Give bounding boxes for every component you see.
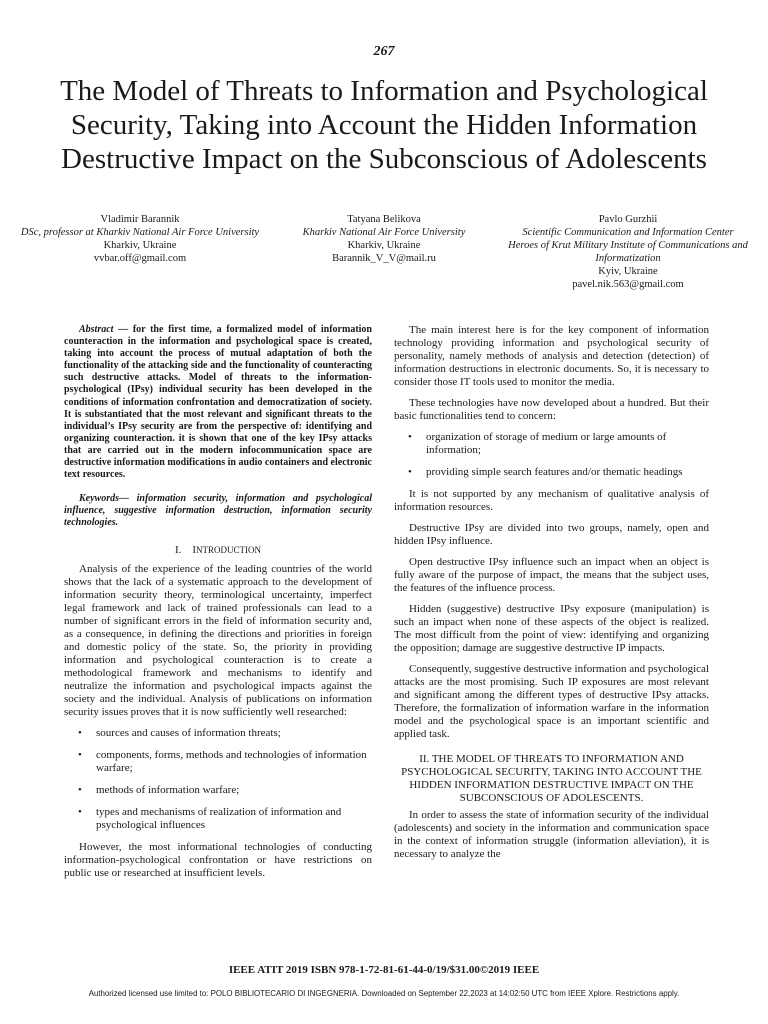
author-email[interactable]: vvbar.off@gmail.com <box>93 252 187 264</box>
list-item: • types and mechanisms of realization of information and psychological influences <box>64 806 372 832</box>
author-name: Vladimir Barannik <box>100 214 180 225</box>
list-item: • sources and causes of information threats; <box>64 727 372 740</box>
body-paragraph: Hidden (suggestive) destructive IPsy exposure (manipulation) is such an impact when none of these aspects of the object is realized. The most difficult from the point of view: identifying and organizing the opposition; damage are suggestive destructive IP impacts. <box>394 603 709 654</box>
conference-footer: IEEE ATIT 2019 ISBN 978-1-72-81-61-44-0/19/$31.00©2019 IEEE <box>228 964 540 976</box>
keywords-label: Keywords— <box>79 493 129 505</box>
license-notice: Authorized licensed use limited to: POLO BIBLIOTECARIO DI INGEGNERIA. Downloaded on September 22,2023 at 14:02:50 UTC from IEEE Xplore. Restrictions apply. <box>88 989 680 998</box>
author-location: Kharkiv, Ukraine <box>347 239 421 251</box>
author-affiliation: DSc, professor at Kharkiv National Air Force University <box>20 226 260 238</box>
page-number: 267 <box>373 44 395 59</box>
author-location: Kharkiv, Ukraine <box>103 239 177 251</box>
intro-paragraph-2: However, the most informational technologies of conducting information-psychological confrontation or have restrictions on public use or researched at insufficient levels. <box>64 840 372 879</box>
abstract-text: — for the first time, a formalized model of information counteraction in the information and psychological space is created, taking into account the process of mutual adaptation of both the functionality of the attacking side and the functionality of counteracting such destructive attacks. Model of threats to the information-psychological (IPsy) individual security has been developed in the conditions of information confrontation and democratization of society. It is substantiated that the most relevant and significant threats to the individual’s IPsy security are from the perspective of: identifying and organizing counteraction. it is shown that one of the key IPsy attacks that are carried out in the modern infocommunication space are destructive information modifications in audio containers and electronic text resources. <box>64 324 372 481</box>
author-1 <box>20 214 260 291</box>
author-email[interactable]: pavel.nik.563@gmail.com <box>572 278 684 290</box>
author-name: Tatyana Belikova <box>347 214 421 225</box>
author-location: Kyiv, Ukraine <box>598 265 658 277</box>
body-paragraph: It is not supported by any mechanism of qualitative analysis of information resources. <box>394 488 709 513</box>
body-paragraph: Destructive IPsy are divided into two groups, namely, open and hidden IPsy influence. <box>394 522 709 547</box>
keywords-text: information security, information and psychological influence, suggestive information destruction, information security technologies. <box>64 493 372 529</box>
section-rest: NTRODUCTION <box>196 544 262 555</box>
research-bullet-list <box>64 727 372 832</box>
list-item: • components, forms, methods and technologies of information warfare; <box>64 749 372 775</box>
author-3 <box>508 214 748 291</box>
keywords <box>64 493 372 529</box>
list-item: • methods of information warfare; <box>64 784 372 797</box>
body-paragraph: In order to assess the state of information security of the individual (adolescents) and society in the information and communication space in the context of information struggle (information alleviation), it is necessary to analyze the <box>394 809 709 860</box>
right-column <box>394 324 709 869</box>
abstract <box>64 324 372 481</box>
section-number: I. <box>174 543 182 556</box>
section-heading-model: II. THE MODEL OF THREATS TO INFORMATION AND PSYCHOLOGICAL SECURITY, TAKING INTO ACCOUNT THE HIDDEN INFORMATION DESTRUCTIVE IMPACT ON THE SUBCONSCIOUS OF ADOLESCENTS. <box>401 753 702 804</box>
author-affiliation: Kharkiv National Air Force University <box>302 226 466 238</box>
paper-title: The Model of Threats to Information and Psychological Security, Taking into Account the Hidden Information Destructive Impact on the Subconscious of Adolescents <box>60 75 708 175</box>
functionality-bullet-list <box>394 431 709 479</box>
author-2 <box>264 214 504 291</box>
list-item: • providing simple search features and/or thematic headings <box>394 466 709 479</box>
author-name: Pavlo Gurzhii <box>598 214 658 225</box>
author-affiliation: Scientific Communication and Information Center Heroes of Krut Military Institute of Communications and Informatization <box>508 226 748 264</box>
author-email[interactable]: Barannik_V_V@mail.ru <box>332 252 436 264</box>
section-initial: I <box>192 543 197 556</box>
left-column <box>64 324 372 888</box>
body-paragraph: The main interest here is for the key component of information technology providing information and psychological security of personality, namely methods of analysis and detection (detection) of information destructions in electronic documents. So, it is necessary to consider those IT tools used to monitor the media. <box>394 324 709 388</box>
section-heading-introduction <box>64 544 372 557</box>
author-block <box>20 214 748 291</box>
list-item: • organization of storage of medium or large amounts of information; <box>394 431 709 457</box>
body-paragraph: These technologies have now developed about a hundred. But their basic functionalities tend to concern: <box>394 397 709 422</box>
intro-paragraph-1: Analysis of the experience of the leading countries of the world shows that the lack of a systematic approach to the development of information security theory, terminological uncertainty, imperfect legal framework and lack of trained professionals can lead to a number of significant errors in the field of information security and, as a consequence, in defining the directions and priorities in foreign and domestic policy of the state. So, the priority in providing information and psychological counteraction is to create a methodological framework and mechanisms to identify and neutralize the information and psychological impacts against the society and the individual. Analysis of publications on information security issues proves that it is now sufficiently well researched: <box>64 562 372 718</box>
body-paragraph: Consequently, suggestive destructive information and psychological attacks are the most promising. Such IP exposures are most relevant and significant among the different types of destructive IPsy attacks. Therefore, the formalization of information warfare in the information model and the psychological space is an important scientific and applied task. <box>394 663 709 740</box>
abstract-label: Abstract <box>79 324 114 335</box>
body-paragraph: Open destructive IPsy influence such an impact when an object is fully aware of the purpose of impact, the means that the subject uses, the features of the influence process. <box>394 556 709 594</box>
